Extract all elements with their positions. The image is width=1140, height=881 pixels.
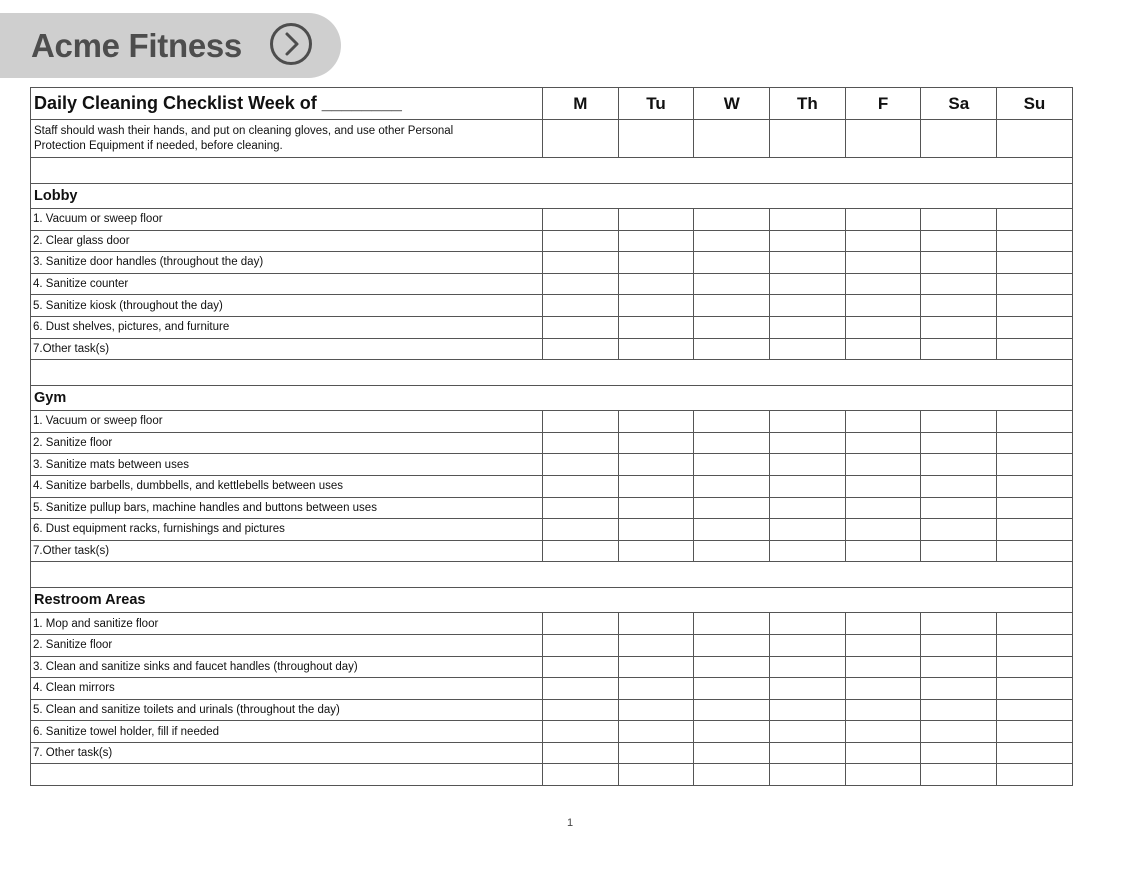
- check-cell[interactable]: [921, 338, 997, 360]
- check-cell[interactable]: [543, 764, 619, 786]
- task-label: 3. Sanitize door handles (throughout the day): [31, 252, 543, 274]
- task-label: 3. Sanitize mats between uses: [31, 454, 543, 476]
- check-cell[interactable]: [997, 540, 1073, 562]
- check-cell[interactable]: [543, 411, 619, 433]
- check-cell[interactable]: [618, 120, 694, 158]
- check-cell[interactable]: [770, 230, 846, 252]
- check-cell[interactable]: [543, 613, 619, 635]
- check-cell[interactable]: [618, 540, 694, 562]
- chevron-right-circle-icon: [269, 22, 313, 66]
- check-cell[interactable]: [694, 454, 770, 476]
- check-cell[interactable]: [694, 316, 770, 338]
- check-cell[interactable]: [694, 678, 770, 700]
- check-cell[interactable]: [921, 209, 997, 231]
- check-cell[interactable]: [694, 656, 770, 678]
- check-cell[interactable]: [694, 497, 770, 519]
- section-header-row: [31, 386, 1073, 411]
- check-cell[interactable]: [921, 721, 997, 743]
- check-cell[interactable]: [543, 519, 619, 541]
- check-cell[interactable]: [618, 316, 694, 338]
- check-cell[interactable]: [543, 432, 619, 454]
- check-cell[interactable]: [997, 699, 1073, 721]
- instructions-note: Staff should wash their hands, and put on cleaning gloves, and use other Personal Protection Equipment if needed, before cleaning.: [31, 120, 543, 158]
- task-row: [31, 656, 1073, 678]
- brand-name: Acme Fitness: [31, 27, 242, 64]
- check-cell[interactable]: [845, 656, 921, 678]
- section-header-row: [31, 184, 1073, 209]
- check-cell[interactable]: [618, 475, 694, 497]
- task-row: [31, 497, 1073, 519]
- check-cell[interactable]: [845, 699, 921, 721]
- check-cell[interactable]: [997, 475, 1073, 497]
- check-cell[interactable]: [543, 742, 619, 764]
- day-header-wednesday: W: [694, 88, 770, 120]
- check-cell[interactable]: [921, 230, 997, 252]
- check-cell[interactable]: [845, 338, 921, 360]
- check-cell[interactable]: [845, 613, 921, 635]
- check-cell[interactable]: [694, 634, 770, 656]
- day-header-sunday: Su: [997, 88, 1073, 120]
- check-cell[interactable]: [543, 316, 619, 338]
- check-cell[interactable]: [921, 742, 997, 764]
- check-cell[interactable]: [694, 764, 770, 786]
- task-row: [31, 613, 1073, 635]
- check-cell[interactable]: [997, 120, 1073, 158]
- check-cell[interactable]: [543, 678, 619, 700]
- check-cell[interactable]: [845, 742, 921, 764]
- check-cell[interactable]: [618, 497, 694, 519]
- check-cell[interactable]: [770, 120, 846, 158]
- check-cell[interactable]: [845, 497, 921, 519]
- check-cell[interactable]: [921, 316, 997, 338]
- check-cell[interactable]: [770, 252, 846, 274]
- task-label: 6. Sanitize towel holder, fill if needed: [31, 721, 543, 743]
- check-cell[interactable]: [845, 411, 921, 433]
- check-cell[interactable]: [921, 699, 997, 721]
- check-cell[interactable]: [618, 721, 694, 743]
- check-cell[interactable]: [618, 613, 694, 635]
- check-cell[interactable]: [921, 120, 997, 158]
- check-cell[interactable]: [770, 209, 846, 231]
- check-cell[interactable]: [921, 432, 997, 454]
- check-cell[interactable]: [694, 721, 770, 743]
- check-cell[interactable]: [694, 209, 770, 231]
- day-header-friday: F: [845, 88, 921, 120]
- check-cell[interactable]: [694, 230, 770, 252]
- check-cell[interactable]: [921, 764, 997, 786]
- check-cell[interactable]: [618, 411, 694, 433]
- check-cell[interactable]: [770, 656, 846, 678]
- check-cell[interactable]: [618, 519, 694, 541]
- check-cell[interactable]: [618, 432, 694, 454]
- check-cell[interactable]: [845, 273, 921, 295]
- check-cell[interactable]: [618, 273, 694, 295]
- task-row: [31, 230, 1073, 252]
- check-cell[interactable]: [618, 699, 694, 721]
- check-cell[interactable]: [543, 699, 619, 721]
- check-cell[interactable]: [845, 721, 921, 743]
- check-cell[interactable]: [997, 316, 1073, 338]
- check-cell[interactable]: [770, 454, 846, 476]
- check-cell[interactable]: [997, 252, 1073, 274]
- section-heading: Gym: [31, 386, 1073, 411]
- check-cell[interactable]: [997, 338, 1073, 360]
- task-label: [31, 764, 543, 786]
- task-label: 6. Dust equipment racks, furnishings and pictures: [31, 519, 543, 541]
- task-row: [31, 411, 1073, 433]
- task-row: [31, 316, 1073, 338]
- task-row: [31, 540, 1073, 562]
- task-label: 1. Vacuum or sweep floor: [31, 209, 543, 231]
- check-cell[interactable]: [770, 721, 846, 743]
- check-cell[interactable]: [921, 678, 997, 700]
- check-cell[interactable]: [921, 540, 997, 562]
- section-spacer-row: [31, 158, 1073, 184]
- task-row: [31, 519, 1073, 541]
- section-spacer-row: [31, 562, 1073, 588]
- check-cell[interactable]: [770, 497, 846, 519]
- task-row: [31, 721, 1073, 743]
- check-cell[interactable]: [618, 678, 694, 700]
- task-label: 2. Clear glass door: [31, 230, 543, 252]
- check-cell[interactable]: [618, 295, 694, 317]
- check-cell[interactable]: [845, 454, 921, 476]
- task-label: 7.Other task(s): [31, 338, 543, 360]
- check-cell[interactable]: [543, 475, 619, 497]
- check-cell[interactable]: [997, 634, 1073, 656]
- task-label: 2. Sanitize floor: [31, 432, 543, 454]
- check-cell[interactable]: [845, 120, 921, 158]
- check-cell[interactable]: [845, 252, 921, 274]
- check-cell[interactable]: [543, 338, 619, 360]
- spacer-cell: [31, 158, 1073, 184]
- check-cell[interactable]: [694, 252, 770, 274]
- check-cell[interactable]: [921, 656, 997, 678]
- check-cell[interactable]: [543, 252, 619, 274]
- check-cell[interactable]: [845, 475, 921, 497]
- header-row: [31, 88, 1073, 120]
- check-cell[interactable]: [543, 273, 619, 295]
- check-cell[interactable]: [543, 634, 619, 656]
- check-cell[interactable]: [694, 432, 770, 454]
- check-cell[interactable]: [770, 316, 846, 338]
- check-cell[interactable]: [921, 497, 997, 519]
- section-heading: Restroom Areas: [31, 588, 1073, 613]
- task-label: 4. Sanitize counter: [31, 273, 543, 295]
- check-cell[interactable]: [921, 454, 997, 476]
- check-cell[interactable]: [694, 742, 770, 764]
- task-row: [31, 764, 1073, 786]
- check-cell[interactable]: [770, 634, 846, 656]
- check-cell[interactable]: [543, 120, 619, 158]
- task-row: [31, 699, 1073, 721]
- check-cell[interactable]: [770, 742, 846, 764]
- task-row: [31, 252, 1073, 274]
- section-header-row: [31, 588, 1073, 613]
- check-cell[interactable]: [845, 764, 921, 786]
- day-header-monday: M: [543, 88, 619, 120]
- task-label: 4. Sanitize barbells, dumbbells, and kettlebells between uses: [31, 475, 543, 497]
- check-cell[interactable]: [543, 540, 619, 562]
- check-cell[interactable]: [997, 432, 1073, 454]
- check-cell[interactable]: [845, 540, 921, 562]
- check-cell[interactable]: [845, 209, 921, 231]
- task-label: 5. Clean and sanitize toilets and urinals (throughout the day): [31, 699, 543, 721]
- checklist-title: Daily Cleaning Checklist Week of ________: [31, 88, 543, 120]
- check-cell[interactable]: [997, 678, 1073, 700]
- check-cell[interactable]: [997, 454, 1073, 476]
- check-cell[interactable]: [618, 230, 694, 252]
- check-cell[interactable]: [543, 230, 619, 252]
- task-row: [31, 475, 1073, 497]
- check-cell[interactable]: [618, 764, 694, 786]
- task-row: [31, 634, 1073, 656]
- day-header-saturday: Sa: [921, 88, 997, 120]
- check-cell[interactable]: [997, 656, 1073, 678]
- check-cell[interactable]: [770, 699, 846, 721]
- check-cell[interactable]: [845, 634, 921, 656]
- check-cell[interactable]: [618, 252, 694, 274]
- section-spacer-row: [31, 360, 1073, 386]
- check-cell[interactable]: [543, 721, 619, 743]
- check-cell[interactable]: [770, 764, 846, 786]
- check-cell[interactable]: [770, 432, 846, 454]
- task-row: [31, 209, 1073, 231]
- check-cell[interactable]: [618, 656, 694, 678]
- check-cell[interactable]: [770, 678, 846, 700]
- instructions-row: [31, 120, 1073, 158]
- check-cell[interactable]: [845, 230, 921, 252]
- task-label: 6. Dust shelves, pictures, and furniture: [31, 316, 543, 338]
- check-cell[interactable]: [694, 295, 770, 317]
- check-cell[interactable]: [921, 411, 997, 433]
- spacer-cell: [31, 360, 1073, 386]
- section-heading: Lobby: [31, 184, 1073, 209]
- check-cell[interactable]: [997, 721, 1073, 743]
- check-cell[interactable]: [770, 295, 846, 317]
- check-cell[interactable]: [921, 613, 997, 635]
- task-row: [31, 432, 1073, 454]
- task-row: [31, 338, 1073, 360]
- task-label: 5. Sanitize pullup bars, machine handles and buttons between uses: [31, 497, 543, 519]
- task-row: [31, 742, 1073, 764]
- check-cell[interactable]: [618, 454, 694, 476]
- task-row: [31, 295, 1073, 317]
- task-label: 5. Sanitize kiosk (throughout the day): [31, 295, 543, 317]
- task-label: 3. Clean and sanitize sinks and faucet handles (throughout day): [31, 656, 543, 678]
- check-cell[interactable]: [694, 613, 770, 635]
- check-cell[interactable]: [921, 634, 997, 656]
- check-cell[interactable]: [997, 273, 1073, 295]
- spacer-cell: [31, 562, 1073, 588]
- check-cell[interactable]: [997, 230, 1073, 252]
- task-row: [31, 678, 1073, 700]
- check-cell[interactable]: [694, 475, 770, 497]
- task-label: 1. Vacuum or sweep floor: [31, 411, 543, 433]
- check-cell[interactable]: [694, 273, 770, 295]
- task-label: 2. Sanitize floor: [31, 634, 543, 656]
- check-cell[interactable]: [770, 411, 846, 433]
- check-cell[interactable]: [618, 634, 694, 656]
- day-header-tuesday: Tu: [618, 88, 694, 120]
- check-cell[interactable]: [694, 519, 770, 541]
- check-cell[interactable]: [618, 209, 694, 231]
- check-cell[interactable]: [770, 338, 846, 360]
- check-cell[interactable]: [694, 411, 770, 433]
- check-cell[interactable]: [770, 613, 846, 635]
- check-cell[interactable]: [997, 742, 1073, 764]
- task-label: 4. Clean mirrors: [31, 678, 543, 700]
- check-cell[interactable]: [845, 295, 921, 317]
- check-cell[interactable]: [694, 338, 770, 360]
- check-cell[interactable]: [543, 295, 619, 317]
- check-cell[interactable]: [845, 519, 921, 541]
- check-cell[interactable]: [543, 454, 619, 476]
- check-cell[interactable]: [543, 656, 619, 678]
- cleaning-checklist-table: [30, 87, 1073, 786]
- check-cell[interactable]: [694, 540, 770, 562]
- check-cell[interactable]: [618, 338, 694, 360]
- check-cell[interactable]: [921, 252, 997, 274]
- check-cell[interactable]: [770, 475, 846, 497]
- check-cell[interactable]: [618, 742, 694, 764]
- check-cell[interactable]: [694, 120, 770, 158]
- check-cell[interactable]: [997, 764, 1073, 786]
- check-cell[interactable]: [997, 519, 1073, 541]
- check-cell[interactable]: [694, 699, 770, 721]
- check-cell[interactable]: [921, 273, 997, 295]
- check-cell[interactable]: [770, 273, 846, 295]
- check-cell[interactable]: [997, 295, 1073, 317]
- check-cell[interactable]: [770, 519, 846, 541]
- task-label: 7. Other task(s): [31, 742, 543, 764]
- check-cell[interactable]: [997, 411, 1073, 433]
- check-cell[interactable]: [845, 432, 921, 454]
- check-cell[interactable]: [921, 475, 997, 497]
- task-label: 7.Other task(s): [31, 540, 543, 562]
- day-header-thursday: Th: [770, 88, 846, 120]
- check-cell[interactable]: [997, 497, 1073, 519]
- task-row: [31, 273, 1073, 295]
- check-cell[interactable]: [997, 613, 1073, 635]
- check-cell[interactable]: [845, 316, 921, 338]
- check-cell[interactable]: [845, 678, 921, 700]
- check-cell[interactable]: [921, 519, 997, 541]
- check-cell[interactable]: [770, 540, 846, 562]
- check-cell[interactable]: [997, 209, 1073, 231]
- check-cell[interactable]: [921, 295, 997, 317]
- check-cell[interactable]: [543, 497, 619, 519]
- task-label: 1. Mop and sanitize floor: [31, 613, 543, 635]
- page-number: 1: [566, 817, 574, 829]
- task-row: [31, 454, 1073, 476]
- check-cell[interactable]: [543, 209, 619, 231]
